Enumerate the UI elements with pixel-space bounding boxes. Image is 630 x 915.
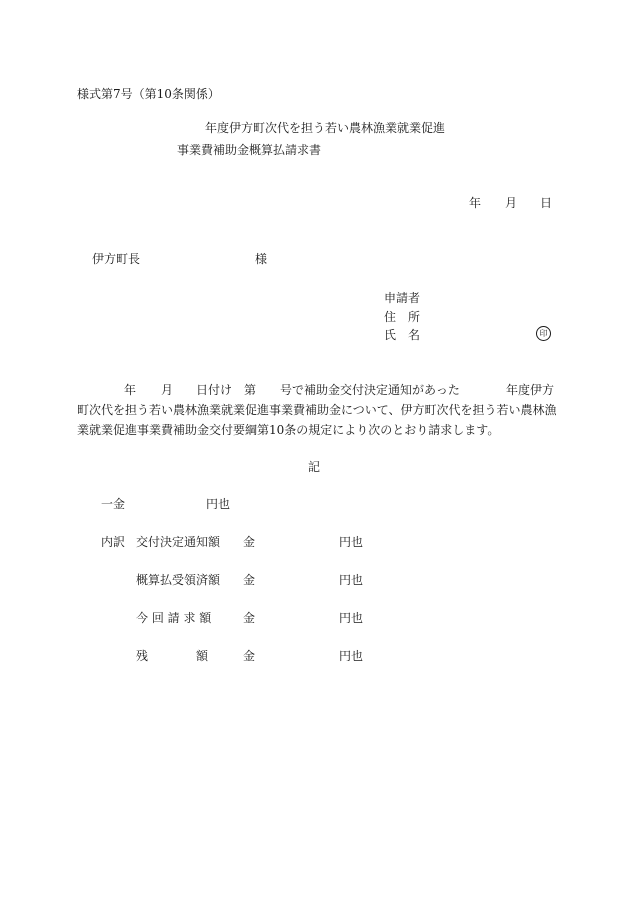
addressee-honorific: 様	[255, 252, 268, 266]
form-number: 様式第7号（第10条関係）	[77, 87, 220, 101]
seal-mark: 印	[536, 326, 551, 341]
body-notice-text: 号で補助金交付決定通知があった	[280, 383, 460, 397]
breakdown-unit: 円也	[339, 649, 364, 663]
title-line-2: 事業費補助金概算払請求書	[177, 143, 322, 157]
title-line-1: 年度伊方町次代を担う若い農林漁業就業促進	[205, 121, 446, 135]
applicant-name-label: 氏 名	[384, 328, 421, 342]
applicant-address-label: 住 所	[384, 310, 421, 324]
breakdown-item: 残 額	[136, 649, 209, 663]
body-fiscal-year: 年度伊方	[506, 383, 555, 397]
breakdown-item: 交付決定通知額	[136, 535, 221, 549]
breakdown-label: 内訳	[101, 535, 126, 549]
body-month: 月	[161, 383, 174, 397]
total-label: 一金	[101, 497, 126, 511]
breakdown-kin: 金	[243, 535, 256, 549]
date-year: 年	[469, 196, 482, 210]
applicant-label: 申請者	[384, 291, 421, 305]
breakdown-kin: 金	[243, 573, 256, 587]
breakdown-unit: 円也	[339, 611, 364, 625]
total-unit: 円也	[206, 497, 231, 511]
breakdown-item: 概算払受領済額	[136, 573, 221, 587]
date-month: 月	[505, 196, 518, 210]
body-no: 第	[244, 383, 257, 397]
breakdown-kin: 金	[243, 611, 256, 625]
date-day: 日	[540, 196, 553, 210]
ki-heading: 記	[308, 460, 321, 474]
breakdown-unit: 円也	[339, 535, 364, 549]
body-paragraph	[77, 380, 555, 440]
body-line-1	[77, 380, 555, 400]
breakdown-unit: 円也	[339, 573, 364, 587]
body-line-2: 町次代を担う若い農林漁業就業促進事業費補助金について、伊方町次代を担う若い農林漁	[77, 403, 557, 417]
breakdown-kin: 金	[243, 649, 256, 663]
body-year: 年	[124, 383, 137, 397]
breakdown-item: 今 回 請 求 額	[136, 611, 212, 625]
body-line-3: 業就業促進事業費補助金交付要綱第10条の規定により次のとおり請求します。	[77, 423, 500, 437]
body-day-dated: 日付け	[196, 383, 233, 397]
addressee-name: 伊方町長	[92, 252, 141, 266]
